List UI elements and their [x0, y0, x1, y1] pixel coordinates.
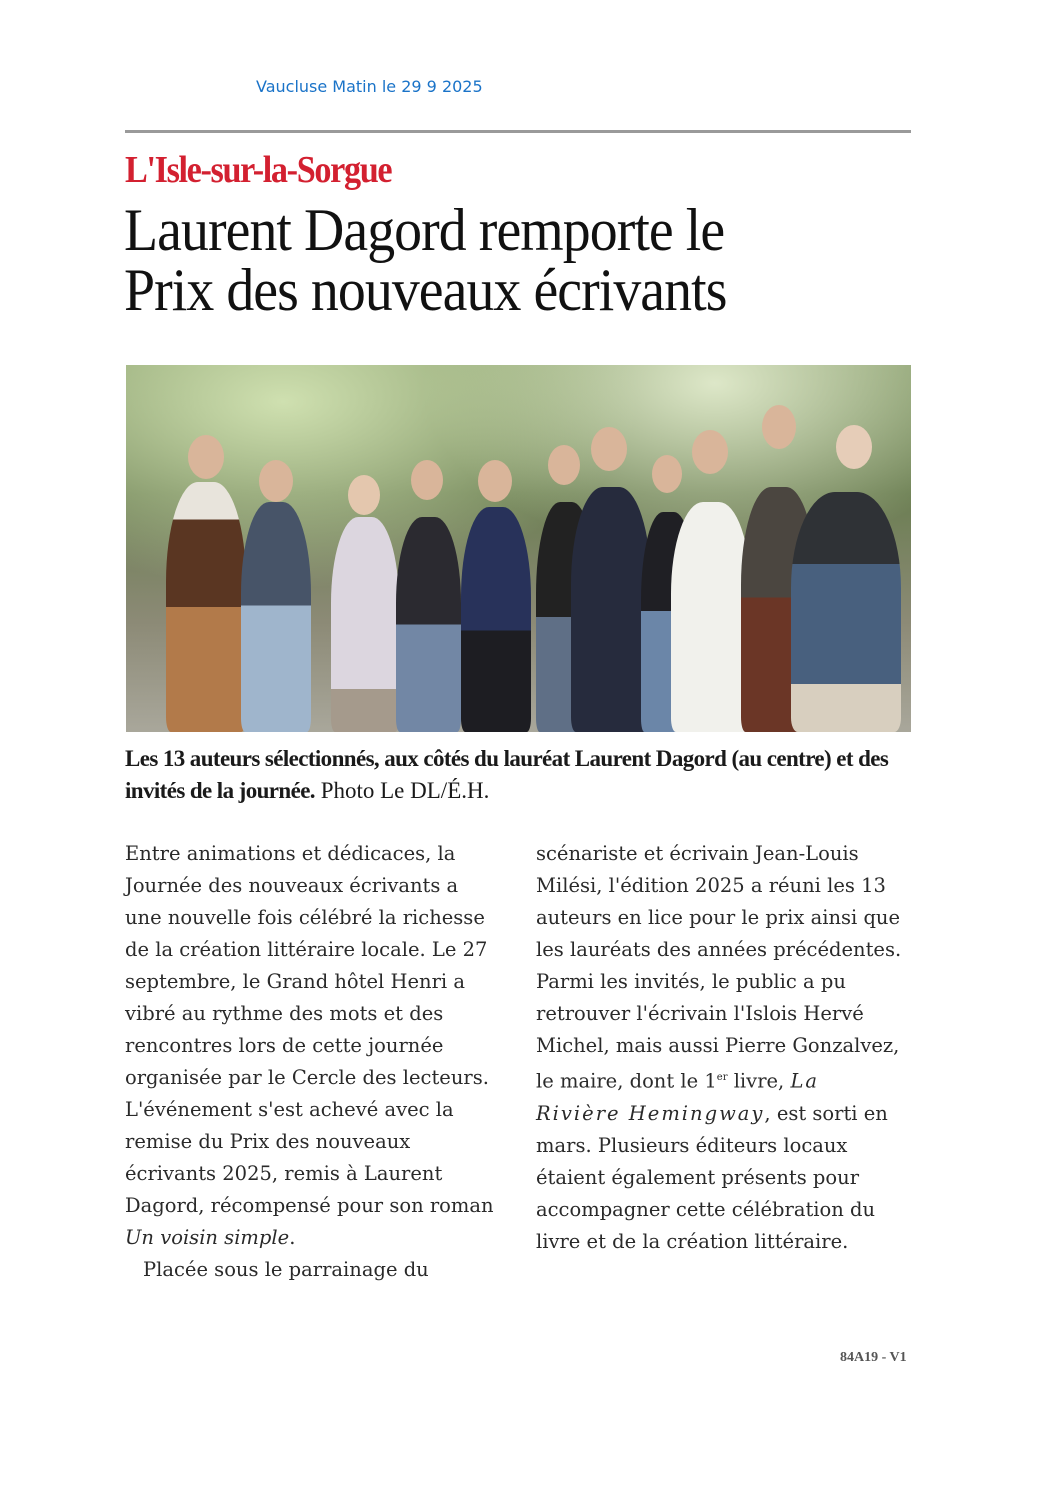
article-column-1 — [125, 838, 500, 1286]
paragraph-1-text: Entre animations et dédicaces, la Journée des nouveaux écrivants a une nouvelle fois célébré la richesse de la création littéraire locale. Le 27 septembre, le Grand hôtel Henri a vibré au rythme des mots et des rencontres lors de cette journée organisée par le Cercle des lecteurs. L'événement s'est achevé avec la remise du Prix des nouveaux écrivants 2025, remis à Laurent Dagord, récompensé pour son roman — [125, 842, 494, 1217]
paragraph-1-end: . — [289, 1226, 296, 1249]
headline-line-2: Prix des nouveaux écrivants — [124, 257, 727, 323]
article-headline — [124, 197, 887, 323]
top-rule-divider — [125, 130, 911, 133]
group-photo — [126, 365, 911, 732]
photo-caption — [125, 743, 925, 807]
photo-credit: Photo Le DL/É.H. — [320, 778, 490, 803]
paragraph-1 — [125, 838, 500, 1254]
book-title-la-riviere-hemingway: La Rivière Hemingway — [536, 1069, 820, 1125]
kicker-location: L'Isle-sur-la-Sorgue — [125, 149, 392, 191]
ordinal-superscript: er — [716, 1072, 728, 1083]
headline-line-1: Laurent Dagord remporte le — [124, 197, 725, 263]
source-note: Vaucluse Matin le 29 9 2025 — [256, 77, 483, 96]
paragraph-2-text-a: scénariste et écrivain Jean-Louis Milési, l'édition 2025 a réuni les 13 auteurs en lice pour le prix ainsi que les lauréats des années précédentes. Parmi les invités, le public a pu retrouver l'écrivain l'Islois Hervé Michel, mais aussi Pierre Gonzalvez, le maire, dont le 1 — [536, 842, 902, 1093]
page-folio: 84A19 - V1 — [840, 1350, 907, 1365]
paragraph-2-start: Placée sous le parrainage du — [143, 1258, 429, 1281]
article-column-2 — [536, 838, 911, 1258]
caption-text: Les 13 auteurs sélectionnés, aux côtés du lauréat Laurent Dagord (au centre) et des invités de la journée. — [125, 746, 889, 803]
book-title-un-voisin-simple: Un voisin simple — [125, 1226, 290, 1249]
paragraph-2-continued — [536, 838, 911, 1258]
paragraph-2-text-c: , est sorti en mars. Plusieurs éditeurs locaux étaient également présents pour accompagner cette célébration du livre et de la création littéraire. — [536, 1101, 888, 1253]
paragraph-2-text-b: livre, — [727, 1069, 791, 1093]
